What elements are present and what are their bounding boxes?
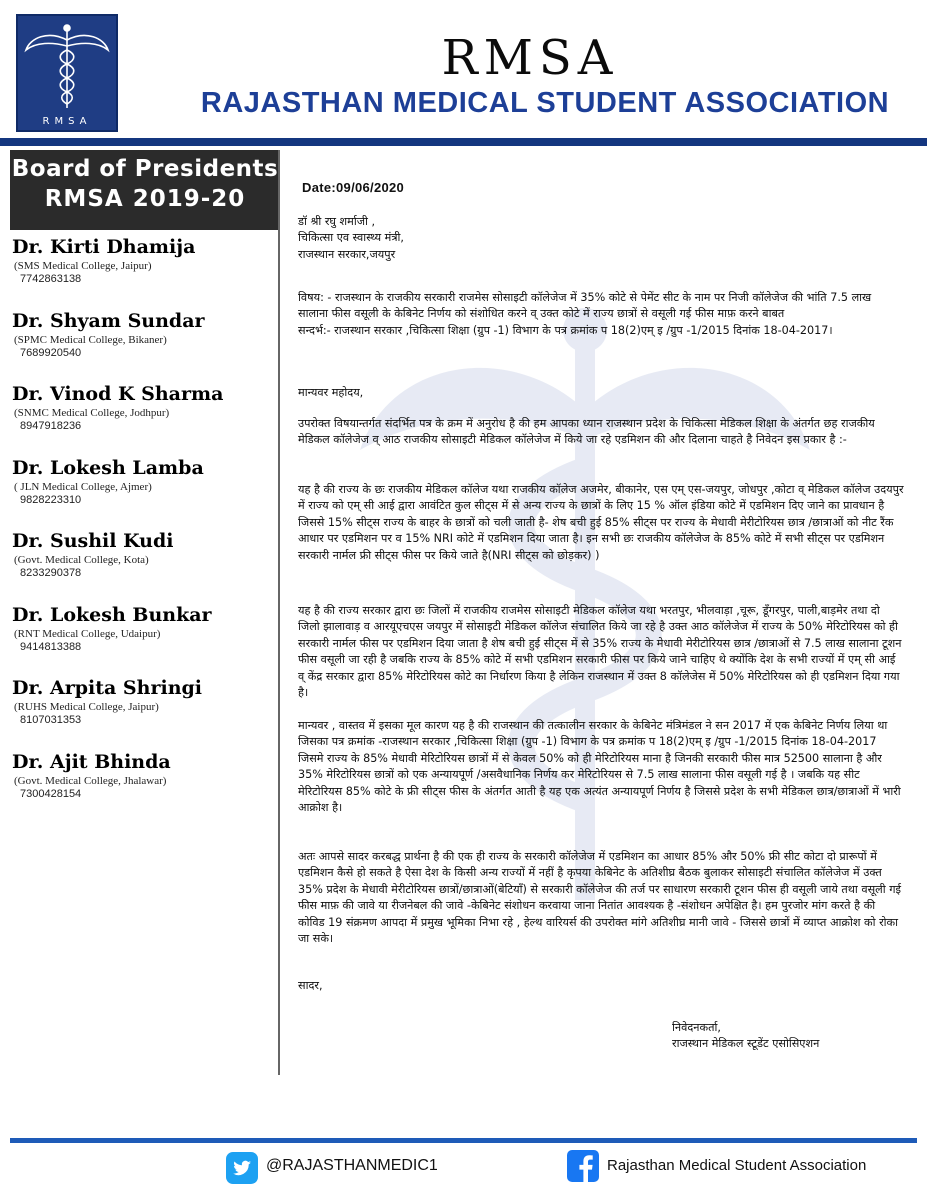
org-full-name: RAJASTHAN MEDICAL STUDENT ASSOCIATION	[200, 87, 890, 119]
president-phone: 7300428154	[20, 787, 82, 800]
letter-paragraph: यह है की राज्य सरकार द्वारा छः जिलों में राजकीय राजमेस सोसाइटी मेडिकल कॉलेज यथा भरतपुर, भीलवाड़ा ,चूरू, डूँगरपुर, पाली,बाड़मेर तथा दो जिलो झालावाड़ व आरयूएचएस जयपुर में सोसाइटी मेडिकल कॉलेज संचालित किये जा रहे है उक्त आठ कॉलेजेज में राज्य के 50% मेरिटोरियस को ही सरकारी नार्मल फीस पर एडमिशन दिया जाता है शेष बची हुई सीट्स में से 35% राज्य के मेधावी मेरीटोरियस छात्र /छात्राओं से 7.5 लाख सालाना टूशन फीस वसूली जा रही है जबकि राज्य के 85% कोटे में सभी एडमिशन सरकारी फीस पर किये जाने चाहिए थे क्योंकि देश के सभी राज्यों में एम् सी आई व् केंद्र सरकार द्वारा 85% मेरिटोरियस कोटे का निर्धारण किया है लेकिन राजस्थान में उक्त 8 कॉलेजेस में 50% मेरिटोरियस को ही एडमिशन दिया गया है।	[298, 604, 902, 700]
letter-subject-block	[298, 290, 904, 339]
president-entry	[12, 310, 274, 384]
president-college: (Govt. Medical College, Jhalawar)	[14, 774, 167, 787]
president-name: Dr. Kirti Dhamija	[12, 236, 196, 258]
president-phone: 7742863138	[20, 273, 82, 285]
president-college: ( JLN Medical College, Ajmer)	[14, 480, 152, 493]
president-name: Dr. Ajit Bhinda	[12, 750, 171, 773]
letter-reference: सन्दर्भ:- राजस्थान सरकार ,चिकित्सा शिक्षा (ग्रुप -1) विभाग के पत्र क्रमांक प 18(2)एम् इ /ग्रुप -1/2015 दिनांक 18-04-2017।	[298, 323, 833, 337]
letterhead-footer	[0, 1138, 927, 1200]
footer-divider	[10, 1138, 917, 1143]
president-name: Dr. Arpita Shringi	[12, 677, 203, 699]
president-college: (Govt. Medical College, Kota)	[14, 554, 149, 566]
president-entry	[12, 236, 274, 310]
sidebar-divider	[278, 150, 280, 1075]
letter-paragraph: अतः आपसे सादर करबद्ध प्रार्थना है की एक ही राज्य के सरकारी कॉलेजेज में एडमिशन का आधार 85% और 50% फ्री सीट कोटा दो प्रारूपों में एडमिशन कैसे हो सकते है ऐसा देश के किसी अन्य राज्यों में नहीं है कृपया केबिनेट के अतिशीघ्र बैठक बुलाकर सोसाइटी संचालित कॉलेजेज में उक्त 35% प्रदेश के मेधावी मेरीटोरियस छात्रों/छात्राओं(बेटियाँ) से सरकारी कॉलेजेज की तर्ज पर साधारण सरकारी टूशन फीस ही वसूली जाये तथा वसूली गई फीस माफ़ की जावे या रीजनेबल की जावे -केबिनेट संशोधन करवाया जाना नितांत आवश्यक है -संशोधन अपेक्षित है। हम पुरजोर मांग करते है की कोविड 19 संक्रमण आपदा में प्रमुख भूमिका निभा रहे , हेल्थ वारियर्स की उपरोक्त मांगे अतिशीघ्र मानी जावे - जिससे छात्रों में व्याप्त आक्रोश को रोका जा सके।	[298, 850, 901, 946]
recipient-name: डॉ श्री रघु शर्माजी ,	[298, 215, 376, 228]
letter-salutation: मान्यवर महोदय,	[298, 386, 364, 399]
president-entry	[12, 457, 274, 531]
presidents-list	[12, 236, 274, 824]
facebook-icon	[567, 1150, 599, 1182]
letter-recipient	[298, 214, 904, 263]
board-heading-year: RMSA 2019-20	[44, 186, 246, 212]
board-heading	[10, 150, 280, 230]
president-name: Dr. Sushil Kudi	[12, 530, 174, 552]
recipient-office: राजस्थान सरकार,जयपुर	[298, 247, 396, 261]
president-name: Dr. Lokesh Lamba	[12, 456, 204, 479]
president-college: (SPMC Medical College, Bikaner)	[14, 333, 167, 346]
president-entry	[12, 677, 274, 751]
president-entry	[12, 751, 274, 825]
recipient-designation: चिकित्सा एव स्वास्थ्य मंत्री,	[298, 231, 404, 245]
president-name: Dr. Lokesh Bunkar	[12, 603, 212, 626]
twitter-handle: @RAJASTHANMEDIC1	[266, 1157, 438, 1174]
president-name: Dr. Shyam Sundar	[12, 309, 205, 332]
logo-caption: RMSA	[42, 116, 92, 127]
president-college: (SMS Medical College, Jaipur)	[14, 260, 152, 272]
letter-paragraph: मान्यवर , वास्तव में इसका मूल कारण यह है की राजस्थान की तत्कालीन सरकार के केबिनेट मंत्रिमंडल ने सन 2017 में एक केबिनेट निर्णय लिया था जिसका पत्र क्रमांक -राजस्थान सरकार ,चिकित्सा शिक्षा (ग्रुप -1) विभाग के पत्र क्रमांक प 18(2)एम् इ /ग्रुप -1/2015 दिनांक 18-04-2017 जिसमे राज्य के 85% मेधावी मेरिटोरियस छात्रों में से केवल 50% को ही मेरिटोरियस माना है जिनकी सरकारी फीस मात्र 52500 सालाना है और 35% मेरिटोरियस छात्रों को एक अन्यायपूर्ण /असवैधानिक निर्णय कर मेरिटोरियस से 7.5 लाख सालाना फीस वसूली गई है । जबकि यह सीट मेरिटोरियस 85% कोटे के फ्री सीट्स फीस के अंतर्गत आती है यह एक अत्यंत अन्यायपूर्ण निर्णय है जिससे प्रदेश के सभी मेडिकल छात्र/छात्राओं में भारी आक्रोश है।	[298, 719, 901, 815]
twitter-icon	[226, 1152, 258, 1184]
president-phone: 8947918236	[20, 420, 82, 432]
signature-label: निवेदनकर्ता,	[672, 1021, 721, 1034]
letter-closing: सादर,	[298, 979, 323, 992]
letterhead-header	[0, 0, 927, 140]
letter-paragraph: उपरोक्त विषयान्तर्गत संदर्भित पत्र के क्रम में अनुरोध है की हम आपका ध्यान राजस्थान प्रदेश के चिकित्सा मेडिकल शिक्षा के अंतर्गत छह राजकीय मेडिकल कॉलेजेज व् आठ राजकीय सोसाइटी मेडिकल कॉलेजेज में किये जा रहे एडमिशन की और दिलाना चाहते है निवेदन इस प्रकार है :-	[298, 417, 875, 447]
president-college: (SNMC Medical College, Jodhpur)	[14, 407, 170, 419]
president-entry	[12, 530, 274, 604]
president-phone: 9414813388	[20, 640, 82, 653]
president-college: (RNT Medical College, Udaipur)	[14, 627, 161, 640]
president-phone: 9828223310	[20, 493, 82, 506]
letter-paragraph: यह है की राज्य के छः राजकीय मेडिकल कॉलेज यथा राजकीय कॉलेज अजमेर, बीकानेर, एस एम् एस-जयपुर, जोधपुर ,कोटा व् मेडिकल कॉलेज उदयपुर में राज्य को एम् सी आई द्वारा आवंटित कुल सीट्स में से अन्य राज्य के छात्रों के लिए 15 % ऑल इंडिया कोटे में एडमिशन दिए जाने का प्रावधान है जिससे 15% सीट्स राज्य के बाहर के छात्रों को चली जाती है- शेष बची हुई 85% सीट्स पर राज्य के मेधावी मेरीटोरियस छात्र /छात्राओं को नीट रैंक आधार पर एडमिशन पर व 15% NRI कोटे में एडमिशन दिया जाता है। इन सभी छः राजकीय कॉलेजेज के 85% कोटे में सभी सीट्स पर एडमिशन सरकारी नार्मल फ्री सीट्स फीस पर किये जाते है(NRI सीट्स को छोड़कर) )	[298, 483, 904, 562]
letter-signature	[672, 1020, 819, 1053]
president-phone: 8233290378	[20, 567, 82, 579]
org-acronym: RMSA	[441, 30, 619, 86]
president-phone: 8107031353	[20, 714, 82, 726]
president-name: Dr. Vinod K Sharma	[12, 383, 224, 405]
signature-org: राजस्थान मेडिकल स्टूडेंट एसोसिएशन	[672, 1037, 820, 1051]
president-college: (RUHS Medical College, Jaipur)	[14, 701, 159, 713]
president-entry	[12, 383, 274, 457]
header-divider	[0, 138, 927, 146]
rmsa-logo	[16, 14, 118, 132]
president-phone: 7689920540	[20, 346, 82, 359]
board-heading-title: Board of Presidents	[11, 156, 279, 182]
president-entry	[12, 604, 274, 678]
letter-subject: विषय: - राजस्थान के राजकीय सरकारी राजमेस सोसाइटी कॉलेजेज में 35% कोटे से पेमेंट सीट के नाम पर निजी कॉलेजेज की भांति 7.5 लाख सालाना फीस वसूली के केबिनेट निर्णय को संशोधित करने व् उक्त कोटे में राज्य छात्रों से वसूली गई फीस माफ़ करने बाबत	[298, 291, 872, 321]
letter-date: Date:09/06/2020	[302, 180, 405, 195]
facebook-page-name: Rajasthan Medical Student Association	[607, 1157, 867, 1174]
caduceus-icon	[18, 16, 116, 130]
